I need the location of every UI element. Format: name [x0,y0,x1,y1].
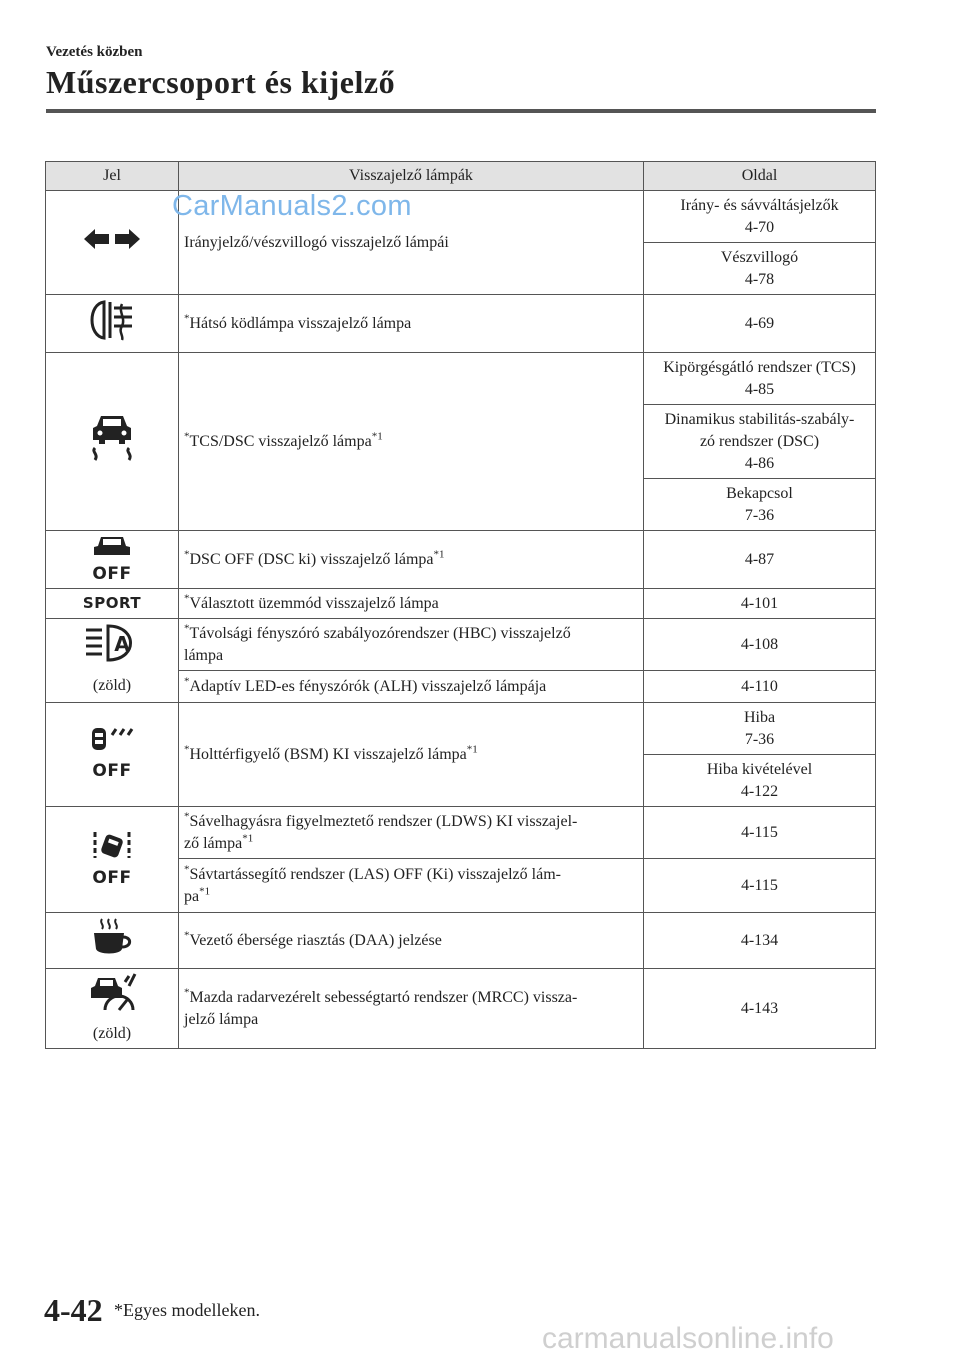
indicator-description: *Hátsó ködlámpa visszajelző lámpa [179,295,644,353]
sport-mode-icon: SPORT [46,589,179,619]
table-row [46,589,876,619]
bottom-watermark: carmanualsonline.info [542,1322,834,1355]
indicator-description: *Mazda radarvezérelt sebességtartó rendszer (MRCC) vissza- jelző lámpa [179,969,644,1049]
bsm-off-icon: OFF [46,703,179,807]
page-ref: Bekapcsol 7-36 [644,479,876,531]
rear-fog-icon [46,295,179,353]
table-header-row [46,162,876,191]
page-ref: 4-134 [644,913,876,969]
page-ref: 4-110 [644,671,876,703]
mrcc-icon [46,969,179,1049]
table-row [46,619,876,671]
indicator-description: *Vezető ébersége riasztás (DAA) jelzése [179,913,644,969]
page-ref: Hiba 7-36 [644,703,876,755]
table-row [46,353,876,405]
page-ref: Kipörgésgátló rendszer (TCS) 4-85 [644,353,876,405]
page-ref: Vészvillogó 4-78 [644,243,876,295]
section-label: Vezetés közben [46,44,143,60]
page-ref: 4-115 [644,859,876,913]
page-ref: 4-87 [644,531,876,589]
icon-caption: (zöld) [92,677,132,694]
indicator-description: *Adaptív LED-es fényszórók (ALH) visszajelző lámpája [179,671,644,703]
page-title: Műszercsoport és kijelző [46,64,396,100]
watermark: CarManuals2.com [172,190,412,222]
indicator-description: *Távolsági fényszóró szabályozórendszer (HBC) visszajelző lámpa [179,619,644,671]
col-header-symbol: Jel [46,162,179,191]
table-row [46,531,876,589]
svg-text:A: A [114,632,130,656]
table-row [46,807,876,859]
footnote: *Egyes modelleken. [114,1300,260,1320]
indicator-description: *DSC OFF (DSC ki) visszajelző lámpa$^{*1}$ [179,531,644,589]
indicator-description: *Sávtartássegítő rendszer (LAS) OFF (Ki) visszajelző lám- $pa^{*1}$ [179,859,644,913]
turn-signal-icon [46,191,179,295]
table-row [46,969,876,1049]
page-ref: 4-101 [644,589,876,619]
page-number: 4-42 [44,1292,103,1328]
table-row [46,191,876,243]
tcs-dsc-icon [46,353,179,531]
col-header-indicator: Visszajelző lámpák [179,162,644,191]
indicator-description: *Holttérfigyelő (BSM) KI visszajelző lámpa$^{*1}$ [179,703,644,807]
table-row [46,913,876,969]
page-ref: Dinamikus stabilitás-szabály- zó rendszer (DSC) 4-86 [644,405,876,479]
title-rule [46,109,876,113]
indicator-description: *Választott üzemmód visszajelző lámpa [179,589,644,619]
page-ref: 4-143 [644,969,876,1049]
table-row [46,295,876,353]
indicator-description: *TCS/DSC visszajelző lámpa$^{*1}$ [179,353,644,531]
page-ref: Hiba kivételével 4-122 [644,755,876,807]
indicator-description: *Sávelhagyásra figyelmeztető rendszer (LDWS) KI visszajel- ző lámpa$^{*1}$ [179,807,644,859]
lane-off-icon: OFF [46,807,179,913]
indicator-description: Irányjelző/vészvillogó visszajelző lámpái [179,191,644,295]
page-ref: Irány- és sávváltásjelzők 4-70 [644,191,876,243]
table-row [46,703,876,755]
coffee-cup-icon [46,913,179,969]
page-ref: 4-115 [644,807,876,859]
page-ref: 4-69 [644,295,876,353]
col-header-page: Oldal [644,162,876,191]
icon-caption: (zöld) [92,1025,132,1042]
indicator-table [45,161,876,1049]
dsc-off-icon: OFF [46,531,179,589]
page-ref: 4-108 [644,619,876,671]
hbc-icon [46,619,179,703]
